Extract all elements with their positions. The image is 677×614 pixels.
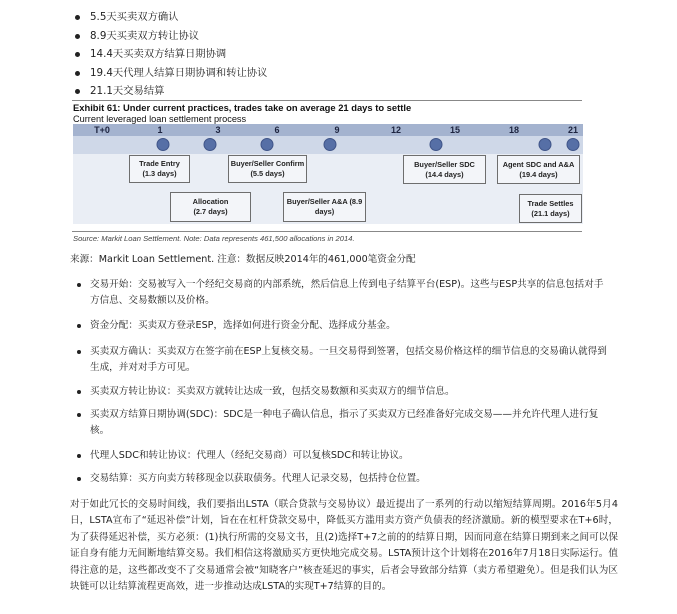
- timeline-tick: 1: [157, 125, 163, 135]
- step-agent-sdc-aa: [497, 155, 580, 184]
- step-days: (1.3 days): [142, 169, 177, 178]
- step-buyer-seller-sdc: [403, 155, 486, 184]
- step-label: Buyer/Seller SDC: [414, 159, 475, 169]
- timeline-node: [157, 138, 170, 151]
- timeline-node: [204, 138, 217, 151]
- timeline-node: [261, 138, 274, 151]
- body-paragraph: 对于如此冗长的交易时间线，我们要指出LSTA（联合贷款与交易协议）最近提出了一系列的行动以缩短结算周期。2016年5月4日，LSTA宣布了“延迟补偿”计划，旨在在杠杆贷款交易中，降低买方滥用卖方资产负债表的经济激励。新的模型要求在T+6时，为了获得延迟补偿，买方必须：(1)执行所需的交易文书，且(2)选择T+7之前的的结算日期，因而同意在结算日期到来之间可以保证自身有能力无间断地结算交易。我们相信这将激励买方更快地完成交易。LSTA预计这个计划将在2016年7月18日实际运行。值得注意的是，这些都改变不了交易通常会被“知晓客户”核查延迟的事实，后者会导致部分结算（卖方希望避免）。但是我们认为区块链可以让结算流程更高效，进一步推动达成LSTA的实现T+7结算的目的。: [70, 499, 618, 593]
- timeline-node: [539, 138, 552, 151]
- step-trade-settles: [519, 194, 582, 223]
- step-label: Buyer/Seller A&A (8.9: [286, 197, 363, 206]
- step-days: (2.7 days): [193, 207, 228, 216]
- timeline-tick: 21: [567, 125, 579, 135]
- step-trade-entry: [129, 155, 190, 183]
- summary-item: 14.4天买卖双方结算日期协调: [74, 45, 267, 64]
- step-label: Buyer/Seller Confirm: [230, 159, 305, 168]
- step-label: Trade Settles: [527, 198, 574, 208]
- step-allocation: [170, 192, 251, 222]
- timeline-header-band: [73, 124, 583, 136]
- step-days: (19.4 days): [519, 169, 558, 179]
- step-label: Agent SDC and A&A: [502, 159, 575, 169]
- summary-item: 21.1天交易结算: [74, 82, 267, 101]
- process-step-item: 交易开始：交易被写入一个经纪交易商的内部系统，然后信息上传到电子结算平台(ESP)。这些与ESP共享的信息包括对手方信息、交易数额以及价格。: [74, 277, 610, 309]
- timeline-tick: 6: [274, 125, 280, 135]
- summary-item: 19.4天代理人结算日期协调和转让协议: [74, 64, 267, 83]
- exhibit-subtitle: Current leveraged loan settlement process: [73, 114, 247, 124]
- process-step-item: 交易结算：买方向卖方转移现金以获取债务。代理人记录交易，包括持仓位置。: [74, 471, 610, 487]
- timeline-tick: T+0: [94, 125, 110, 135]
- timeline-tick: 18: [508, 125, 520, 135]
- timeline-node: [567, 138, 580, 151]
- step-days: (14.4 days): [425, 169, 464, 179]
- summary-list: [74, 8, 267, 101]
- source-cn: 来源：Markit Loan Settlement. 注意：数据反映2014年的461,000笔资金分配: [70, 254, 416, 265]
- process-step-item: 代理人SDC和转让协议：代理人（经纪交易商）可以复核SDC和转让协议。: [74, 448, 610, 464]
- step-buyer-seller-confirm: [228, 155, 307, 183]
- timeline-node: [324, 138, 337, 151]
- process-step-item: 资金分配：买卖双方登录ESP，选择如何进行资金分配、选择成分基金。: [74, 318, 610, 334]
- exhibit-top-rule: [72, 100, 582, 101]
- process-step-item: 买卖双方确认：买卖双方在签字前在ESP上复核交易。一旦交易得到签署，包括交易价格这样的细节信息的交易确认就得到生成，并对对手方可见。: [74, 344, 610, 376]
- timeline-tick: 15: [449, 125, 461, 135]
- step-buyer-seller-aa: [283, 192, 366, 222]
- process-step-item: 买卖双方转让协议：买卖双方就转让达成一致，包括交易数额和买卖双方的细节信息。: [74, 384, 610, 400]
- step-days: (5.5 days): [250, 169, 285, 178]
- summary-item: 8.9天买卖双方转让协议: [74, 27, 267, 46]
- exhibit-title: Exhibit 61: Under current practices, trades take on average 21 days to settle: [73, 102, 412, 113]
- exhibit-source-note: Source: Markit Loan Settlement. Note: Data represents 461,500 allocations in 2014.: [73, 234, 355, 243]
- exhibit-bottom-rule: [72, 231, 582, 232]
- timeline-tick: 9: [334, 125, 340, 135]
- process-step-item: 买卖双方结算日期协调(SDC)：SDC是一种电子确认信息，指示了买卖双方已经准备好完成交易——并允许代理人进行复核。: [74, 407, 610, 439]
- timeline-tick: 12: [390, 125, 402, 135]
- step-days: (21.1 days): [531, 208, 570, 218]
- step-days: days): [314, 207, 335, 216]
- timeline-tick: 3: [215, 125, 221, 135]
- timeline-node: [430, 138, 443, 151]
- summary-item: 5.5天买卖双方确认: [74, 8, 267, 27]
- step-label: Trade Entry: [139, 159, 180, 168]
- step-label: Allocation: [192, 197, 229, 206]
